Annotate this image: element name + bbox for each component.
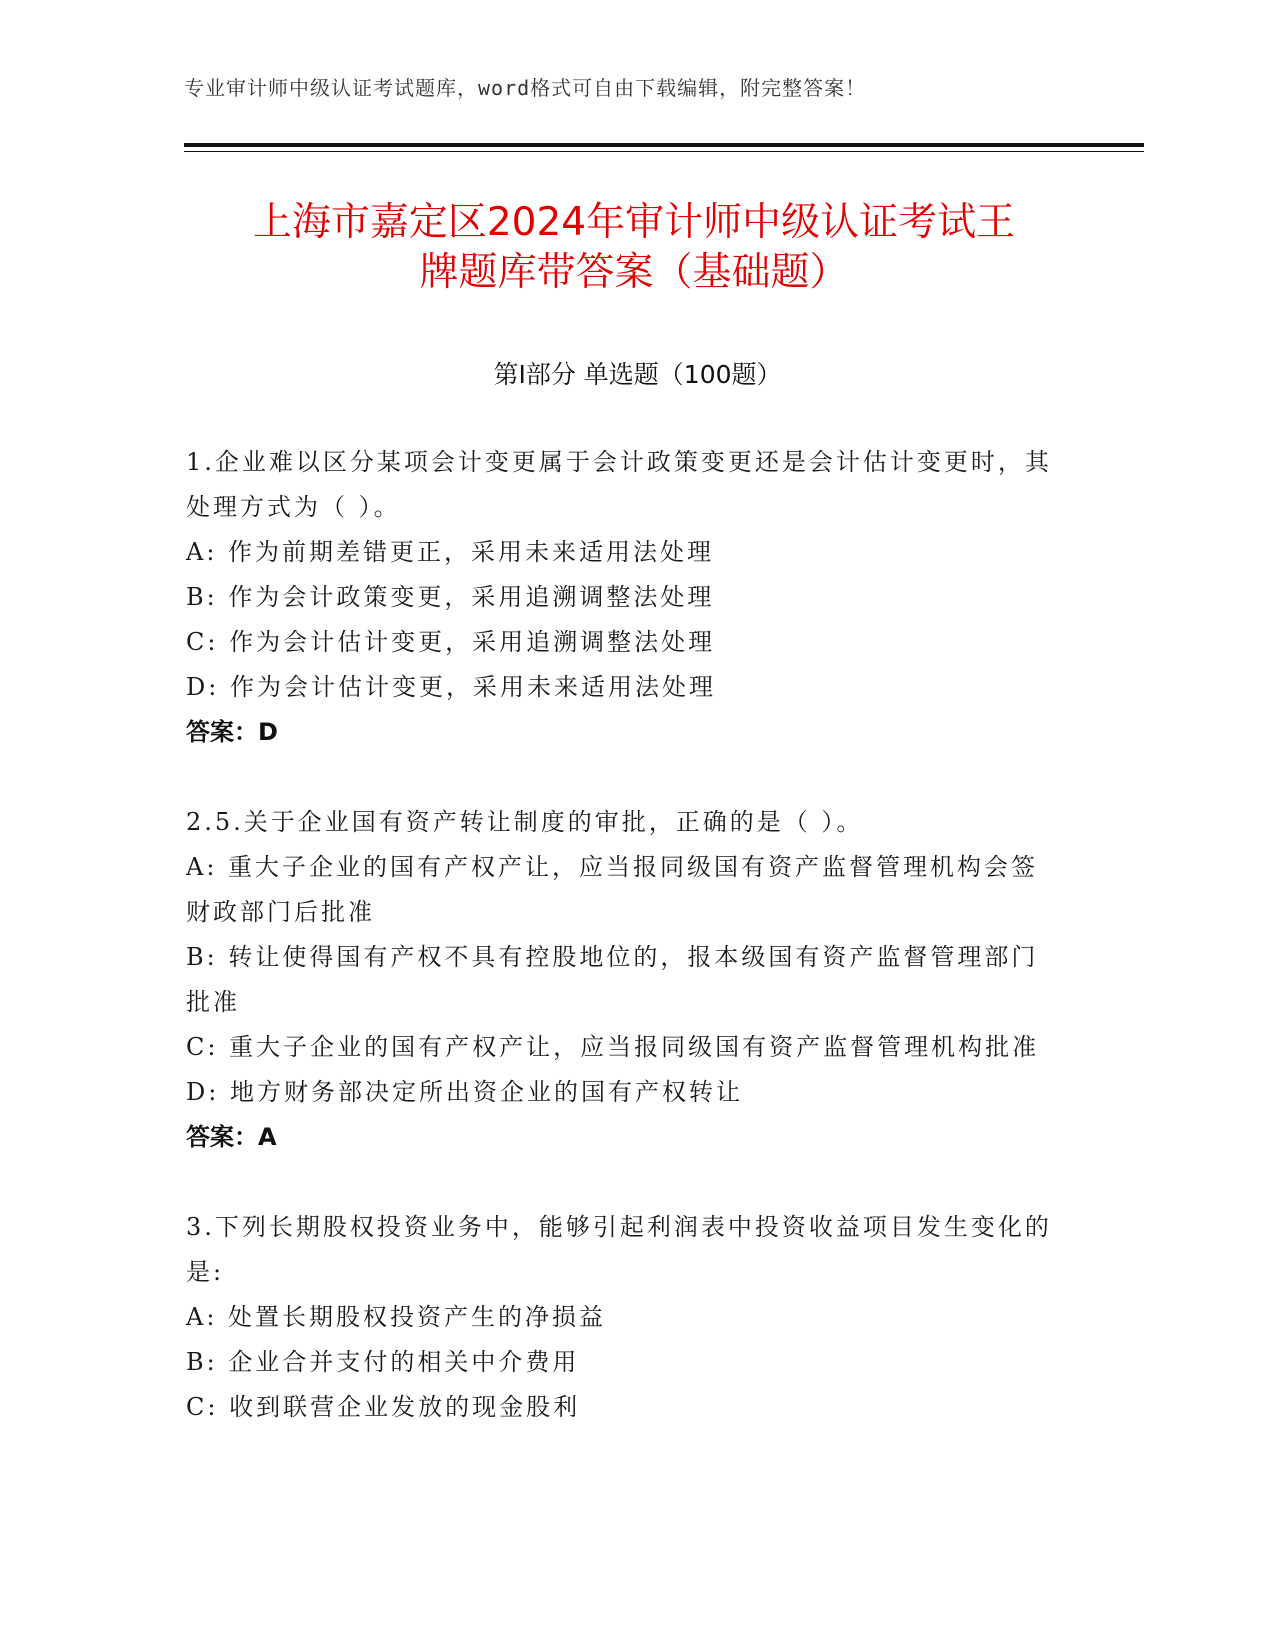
option-a: A: 处置长期股权投资产生的净损益: [186, 1303, 607, 1331]
option-c: C: 重大子企业的国有产权产让，应当报同级国有资产监督管理机构批准: [186, 1033, 1040, 1061]
question-stem: 1.企业难以区分某项会计变更属于会计政策变更还是会计估计变更时，其处理方式为（ ）。: [186, 448, 1052, 521]
document-title-line2: 牌题库带答案（基础题）: [419, 250, 849, 295]
option-d: D: 作为会计估计变更，采用未来适用法处理: [186, 673, 716, 701]
answer: 答案：D: [186, 718, 278, 746]
question-1: [186, 440, 1056, 755]
option-c: C: 作为会计估计变更，采用追溯调整法处理: [186, 628, 716, 656]
question-list: [186, 440, 1056, 1475]
header-rule-thick: [184, 143, 1144, 147]
document-title: [184, 198, 1084, 298]
section-title: 第Ⅰ部分 单选题（100题）: [493, 360, 782, 389]
question-stem: 3.下列长期股权投资业务中，能够引起利润表中投资收益项目发生变化的是:: [186, 1213, 1052, 1286]
question-3: [186, 1205, 1056, 1430]
option-c: C: 收到联营企业发放的现金股利: [186, 1393, 581, 1421]
option-b: B: 作为会计政策变更，采用追溯调整法处理: [186, 583, 715, 611]
option-a: A: 重大子企业的国有产权产让，应当报同级国有资产监督管理机构会签财政部门后批准: [186, 853, 1039, 926]
header-rule-thin: [184, 151, 1144, 152]
question-2: [186, 800, 1056, 1160]
document-title-line1: 上海市嘉定区2024年审计师中级认证考试王: [252, 200, 1016, 245]
answer: 答案：A: [186, 1123, 277, 1151]
option-b: B: 转让使得国有产权不具有控股地位的，报本级国有资产监督管理部门批准: [186, 943, 1039, 1016]
option-d: D: 地方财务部决定所出资企业的国有产权转让: [186, 1078, 743, 1106]
question-stem: 2.5.关于企业国有资产转让制度的审批，正确的是（ ）。: [186, 808, 864, 836]
option-b: B: 企业合并支付的相关中介费用: [186, 1348, 580, 1376]
page-header: 专业审计师中级认证考试题库，word格式可自由下载编辑，附完整答案！: [184, 76, 867, 100]
option-a: A: 作为前期差错更正，采用未来适用法处理: [186, 538, 715, 566]
